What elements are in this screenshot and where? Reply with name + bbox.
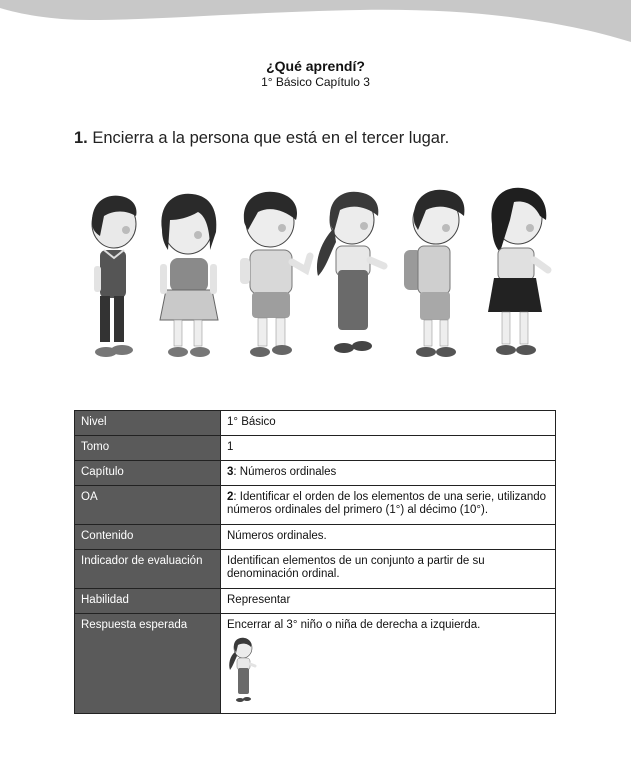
table-row [75, 589, 556, 614]
page-header [0, 58, 631, 90]
question-text: Encierra a la persona que está en el tercer lugar. [92, 129, 450, 147]
page-title: ¿Qué aprendí? [266, 58, 365, 74]
question-number: 1. [74, 129, 88, 147]
table-row [75, 411, 556, 436]
children-lineup-illustration[interactable] [74, 180, 558, 370]
row-value [221, 486, 556, 525]
child-1[interactable] [92, 196, 136, 357]
row-value: 1° Básico [221, 411, 556, 436]
row-value: Números ordinales. [221, 525, 556, 550]
decorative-header-wave [0, 0, 631, 60]
table-row [75, 550, 556, 589]
expected-answer-text: Encerrar al 3° niño o niña de derecha a izquierda. [227, 619, 481, 631]
row-label: OA [75, 486, 221, 525]
row-value: Representar [221, 589, 556, 614]
row-label: Habilidad [75, 589, 221, 614]
oa-number: 2 [227, 491, 234, 503]
row-value [221, 614, 556, 714]
question-1 [74, 129, 449, 148]
oa-text: : Identificar el orden de los elementos de una serie, utilizando números ordinales del primero (1°) al décimo (10°). [227, 491, 547, 516]
table-row [75, 436, 556, 461]
child-2[interactable] [160, 194, 218, 357]
evaluation-info-table [74, 410, 556, 714]
row-label: Indicador de evaluación [75, 550, 221, 589]
table-row [75, 486, 556, 525]
table-row [75, 461, 556, 486]
chapter-number: 3 [227, 466, 234, 478]
child-4[interactable] [317, 192, 384, 353]
child-6[interactable] [488, 188, 548, 355]
row-value [221, 461, 556, 486]
row-label: Respuesta esperada [75, 614, 221, 714]
row-label: Tomo [75, 436, 221, 461]
answer-child-illustration [227, 636, 259, 706]
row-label: Capítulo [75, 461, 221, 486]
table-row [75, 525, 556, 550]
row-value: Identifican elementos de un conjunto a partir de su denominación ordinal. [221, 550, 556, 589]
chapter-name: : Números ordinales [233, 466, 337, 478]
table-row [75, 614, 556, 714]
child-3[interactable] [240, 192, 310, 357]
row-label: Contenido [75, 525, 221, 550]
page-subtitle: 1° Básico Capítulo 3 [261, 75, 370, 89]
row-value: 1 [221, 436, 556, 461]
child-5[interactable] [404, 190, 464, 357]
row-label: Nivel [75, 411, 221, 436]
